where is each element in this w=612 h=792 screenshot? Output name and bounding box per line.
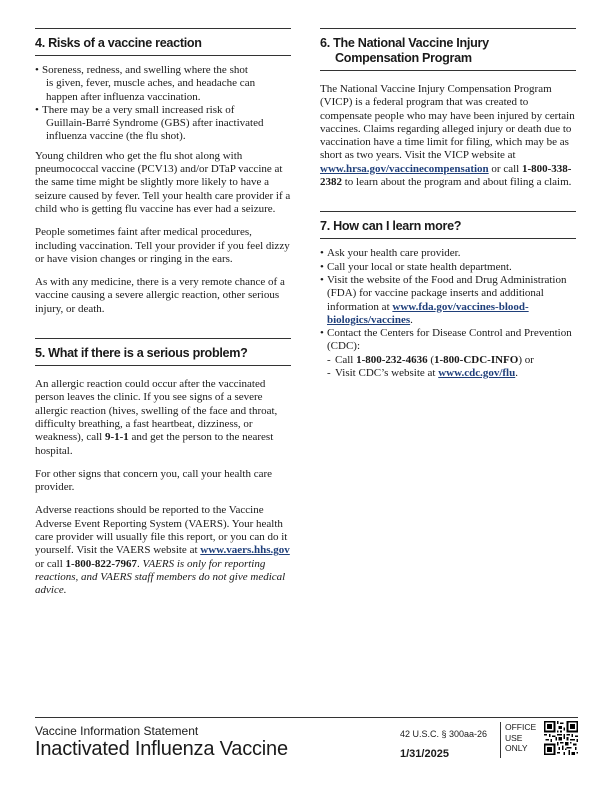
list-item: • Contact the Centers for Disease Control and Prevention (CDC): - Call 1-800-232-4636 (1-800-CDC-INFO) or - Visit CDC’s website at www.cdc.gov/flu. xyxy=(320,327,576,380)
section-5-paragraph: For other signs that concern you, call your health care provider. xyxy=(35,467,273,494)
document-date: 1/31/2025 xyxy=(400,748,449,760)
list-item: • Soreness, redness, and swelling where the shot is given, fever, muscle aches, and headache can happen after influenza vaccination. xyxy=(35,64,256,103)
section-7-bullets xyxy=(320,247,576,380)
right-column xyxy=(320,28,576,386)
footer-meta xyxy=(400,728,487,760)
left-column xyxy=(35,28,291,608)
hrsa-link[interactable]: www.hrsa.gov/vaccinecompensation xyxy=(320,162,489,175)
list-item: • Call your local or state health department. xyxy=(320,260,512,273)
list-item: - Visit CDC’s website at www.cdc.gov/flu. xyxy=(327,367,518,380)
list-item: - Call 1-800-232-4636 (1-800-CDC-INFO) or xyxy=(327,353,534,366)
list-item: • Visit the website of the Food and Drug Administration (FDA) for vaccine package inserts and additional information at www.fda.gov/vaccines-blood-biologics/vaccines. xyxy=(320,273,567,326)
vaers-link[interactable]: www.vaers.hhs.gov xyxy=(200,544,290,557)
cdc-link[interactable]: www.cdc.gov/flu xyxy=(438,367,516,380)
footer-title-block xyxy=(35,724,288,760)
cdc-sublist xyxy=(327,354,576,381)
footer-divider xyxy=(35,717,578,718)
section-4-heading: 4. Risks of a vaccine reaction xyxy=(35,28,291,56)
list-item: • There may be a very small increased risk of Guillain-Barré Syndrome (GBS) after inactivated influenza vaccine (the flu shot). xyxy=(35,103,264,143)
list-item: • Ask your health care provider. xyxy=(320,247,461,260)
section-5-heading: 5. What if there is a serious problem? xyxy=(35,338,291,366)
document-subtitle: Vaccine Information Statement xyxy=(35,724,199,738)
statute-reference: 42 U.S.C. § 300aa-26 xyxy=(400,729,488,739)
document-title: Inactivated Influenza Vaccine xyxy=(35,738,288,760)
fda-link[interactable]: www.fda.gov/vaccines-blood-biologics/vaccines xyxy=(327,300,529,326)
section-4-bullets xyxy=(35,64,291,144)
section-4-paragraph: As with any medicine, there is a very remote chance of a vaccine causing a severe allergic reaction, other serious injury, or death. xyxy=(35,276,285,315)
section-4-paragraph: Young children who get the flu shot along with pneumococcal vaccine (PCV13) and/or DTaP vaccine at the same time might be slightly more likely to have a seizure caused by fever. Tell your health care provider if a child who is getting flu vaccine has ever had a seizure. xyxy=(35,149,291,215)
section-6-heading: 6. The National Vaccine Injury Compensation Program xyxy=(320,28,576,71)
vicp-phone: 1-800-338-2382 xyxy=(320,162,572,189)
section-4-paragraph: People sometimes faint after medical procedures, including vaccination. Tell your provider if you feel dizzy or have vision changes or ringing in the ears. xyxy=(35,226,290,265)
qr-code-icon xyxy=(544,721,578,755)
cdc-phone: 1-800-232-4636 xyxy=(356,353,428,366)
section-6-paragraph: The National Vaccine Injury Compensation Program (VICP) is a federal program that was created to compensate people who may have been injured by certain vaccines. Claims regarding alleged injury or death due to vaccination have a time limit for filing, which may be as short as two years. Visit the VICP website at www.hrsa.gov/vaccinecompensation or call 1-800-338-2382 to learn about the program and about filing a claim. xyxy=(320,83,575,189)
section-7-heading: 7. How can I learn more? xyxy=(320,211,576,239)
section-5-paragraph: An allergic reaction could occur after the vaccinated person leaves the clinic. If you see signs of a severe allergic reaction (hives, swelling of the face and throat, difficulty breathing, a fast heartbeat, dizziness, or weakness), call 9-1-1 and get the person to the nearest hospital. xyxy=(35,378,278,457)
section-5-paragraph: Adverse reactions should be reported to the Vaccine Adverse Event Reporting System (VAERS). Your health care provider will usually file this report, or you can do it yourself. Visit the VAERS website at www.vaers.hhs.gov or call 1-800-822-7967. VAERS is only for reporting reactions, and VAERS staff members do not give medical advice. xyxy=(35,504,290,597)
office-use-box: OFFICE USE ONLY xyxy=(500,722,540,758)
vaers-phone: 1-800-822-7967 xyxy=(65,557,138,570)
